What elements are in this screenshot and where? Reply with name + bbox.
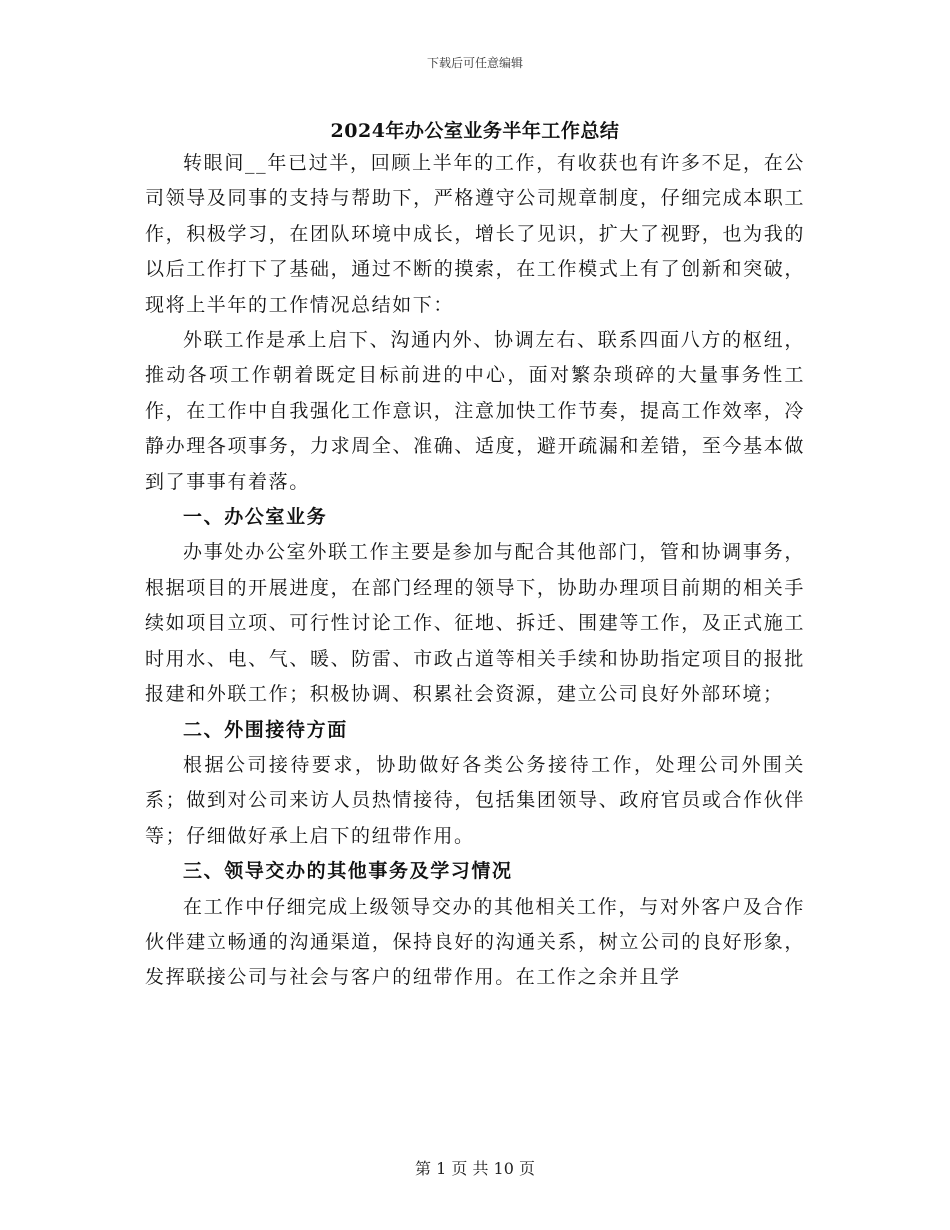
section-body-other-tasks: 在工作中仔细完成上级领导交办的其他相关工作，与对外客户及合作伙伴建立畅通的沟通渠道，保持良好的沟通关系，树立公司的良好形象，发挥联接公司与社会与客户的纽带作用。在工作之余并且学 bbox=[145, 895, 805, 989]
document-title: 2024年办公室业务半年工作总结 bbox=[330, 120, 620, 142]
section-body-office-business: 办事处办公室外联工作主要是参加与配合其他部门，管和协调事务，根据项目的开展进度，在部门经理的领导下，协助办理项目前期的相关手续如项目立项、可行性讨论工作、征地、拆迁、围建等工作，及正式施工时用水、电、气、暖、防雷、市政占道等相关手续和协助指定项目的报批报建和外联工作；积极协调、积累社会资源，建立公司良好外部环境； bbox=[145, 541, 805, 706]
document-body bbox=[145, 146, 805, 996]
section-heading-office-business: 一、办公室业务 bbox=[183, 506, 328, 529]
header-note: 下载后可任意编辑 bbox=[426, 56, 523, 70]
section-heading-reception: 二、外围接待方面 bbox=[183, 718, 348, 741]
intro-paragraph-1: 转眼间__年已过半，回顾上半年的工作，有收获也有许多不足，在公司领导及同事的支持与帮助下，严格遵守公司规章制度，仔细完成本职工作，积极学习，在团队环境中成长，增长了见识，扩大了视野，也为我的以后工作打下了基础，通过不断的摸索，在工作模式上有了创新和突破，现将上半年的工作情况总结如下： bbox=[145, 152, 805, 316]
section-body-reception: 根据公司接待要求，协助做好各类公务接待工作，处理公司外围关系；做到对公司来访人员热情接待，包括集团领导、政府官员或合作伙伴等；仔细做好承上启下的纽带作用。 bbox=[145, 753, 805, 847]
page-indicator: 第 1 页 共 10 页 bbox=[415, 1159, 535, 1178]
section-heading-other-tasks: 三、领导交办的其他事务及学习情况 bbox=[183, 860, 513, 883]
intro-paragraph-2: 外联工作是承上启下、沟通内外、协调左右、联系四面八方的枢纽，推动各项工作朝着既定目标前进的中心，面对繁杂琐碎的大量事务性工作，在工作中自我强化工作意识，注意加快工作节奏，提高工作效率，冷静办理各项事务，力求周全、准确、适度，避开疏漏和差错，至今基本做到了事事有着落。 bbox=[145, 329, 805, 493]
